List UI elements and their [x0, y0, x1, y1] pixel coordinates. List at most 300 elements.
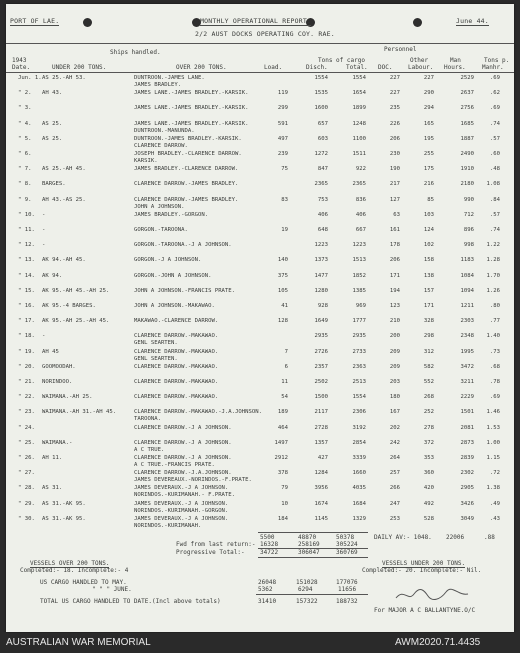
row-doc: 194: [389, 287, 400, 294]
row-disch: 427: [317, 455, 328, 461]
row-load: 497: [277, 135, 288, 142]
row-man-hours: 1887: [460, 135, 474, 142]
row-other-labour: 492: [423, 500, 434, 507]
punch-hole: [413, 18, 422, 27]
us-total-label: TOTAL US CARGO HANDLED TO DATE.(Incl above totals): [40, 598, 221, 605]
row-other-labour: 165: [423, 120, 434, 127]
row-disch: 1554: [314, 75, 328, 81]
row-man-hours: 2302: [460, 470, 474, 477]
row-under-200: WAIMANA.-AH 31.-AH 45.: [42, 409, 117, 416]
row-date: " 6.: [18, 151, 32, 157]
row-over-200: CLARENCE DARROW.-JAMES BRADLEY.: [134, 196, 239, 203]
row-man-hours: 2529: [460, 75, 474, 81]
row-date: " 18.: [18, 333, 35, 340]
row-under-200: AK 95.-4 BARGES.: [42, 303, 96, 309]
row-load: 54: [281, 394, 288, 401]
row-over-200-cont: TAROONA.: [134, 416, 161, 423]
row-other-labour: 360: [423, 470, 434, 477]
row-man-hours: 2756: [460, 105, 474, 112]
row-other-labour: 278: [423, 424, 434, 431]
row-total: 1684: [352, 500, 366, 507]
row-man-hours: 2905: [460, 485, 474, 492]
row-date: " 2.: [18, 90, 32, 97]
row-total: 3192: [352, 424, 366, 431]
row-over-200: CLARENCE DARROW.-MAKAWAO.: [134, 363, 219, 370]
row-over-200-cont: NORINDOS.-KURIMANAH.- F.PRATE.: [134, 492, 236, 499]
row-man-hours: 1501: [460, 409, 474, 416]
row-other-labour: 102: [423, 242, 434, 249]
header-rule: [6, 72, 514, 73]
row-other-labour: 255: [423, 151, 434, 157]
row-over-200: JAMES DEVERAUX.-J A JOHNSON.: [134, 500, 229, 507]
footer-reference: AWM2020.71.4435: [395, 637, 481, 648]
us-june-load: 5362: [258, 586, 273, 593]
row-under-200: -: [42, 211, 46, 218]
row-man-hours: 1084: [460, 272, 474, 279]
row-tons-per-manhr: .80: [489, 303, 500, 309]
row-man-hours: 3426: [460, 500, 474, 507]
row-load: 375: [277, 272, 288, 279]
row-tons-per-manhr: .57: [489, 135, 500, 142]
document-page: [6, 4, 514, 632]
row-total: 2306: [352, 409, 366, 416]
fwd-disch: 258169: [298, 541, 320, 548]
us-june-disch: 6294: [298, 586, 313, 593]
row-total: 2935: [352, 333, 366, 340]
us-total-disch: 157322: [296, 598, 318, 605]
row-total: 667: [355, 227, 366, 233]
col-tons-p: Tons p.: [484, 57, 510, 64]
vessels-under-stats: Completed:- 20. Incomplete:- Nil.: [362, 567, 482, 574]
row-load: 6: [284, 363, 288, 370]
row-tons-per-manhr: 1.26: [486, 287, 500, 294]
total-man-hours: 22006: [446, 534, 465, 541]
row-over-200: CLARENCE DARROW.-MAKAWAO.: [134, 394, 219, 401]
row-date: " 20.: [18, 363, 35, 370]
row-over-200: JAMES LANE.-JAMES BRADLEY.-KARSIK.: [134, 120, 249, 127]
row-date: " 30.: [18, 515, 35, 522]
row-disch: 3956: [314, 485, 328, 492]
row-man-hours: 1685: [460, 120, 474, 127]
row-load: 10: [281, 500, 288, 507]
row-over-200: CLARENCE DARROW.-J A JOHNSON.: [134, 439, 232, 446]
row-total: 1899: [352, 105, 366, 112]
row-other-labour: 216: [423, 181, 434, 188]
row-total: 1554: [352, 75, 366, 81]
row-other-labour: 552: [423, 379, 434, 385]
row-disch: 2365: [314, 181, 328, 188]
row-other-labour: 353: [423, 455, 434, 461]
row-tons-per-manhr: .69: [489, 394, 500, 401]
row-load: 41: [281, 303, 288, 309]
row-man-hours: 1183: [460, 257, 474, 264]
row-man-hours: 1094: [460, 287, 474, 294]
row-date: " 10.: [18, 211, 35, 218]
row-over-200-cont: GENL SEARTEN.: [134, 340, 178, 347]
row-doc: 171: [389, 272, 400, 279]
row-man-hours: 2348: [460, 333, 474, 340]
row-over-200-cont: GENL SEARTEN.: [134, 355, 178, 362]
row-tons-per-manhr: 1.53: [486, 424, 500, 431]
row-date: " 24.: [18, 424, 35, 431]
row-date: " 27.: [18, 470, 35, 477]
row-over-200: GORGON.-J A JOHNSON.: [134, 257, 202, 264]
row-disch: 1223: [314, 242, 328, 249]
row-under-200: NORINDOO.: [42, 379, 73, 385]
row-under-200: AH 45: [42, 348, 59, 355]
row-load: 239: [277, 151, 288, 157]
row-doc: 247: [389, 500, 400, 507]
summary-rule: [256, 594, 368, 595]
row-over-200: CLARENCE DARROW.-MAKAWAO.: [134, 333, 219, 340]
row-disch: 1649: [314, 318, 328, 325]
row-disch: 1500: [314, 394, 328, 401]
row-total: 1852: [352, 272, 366, 279]
row-doc: 123: [389, 303, 400, 309]
row-disch: 2728: [314, 424, 328, 431]
row-total: 1513: [352, 257, 366, 264]
row-other-labour: 290: [423, 90, 434, 97]
us-total-load: 31410: [258, 598, 277, 605]
row-man-hours: 990: [463, 196, 474, 203]
row-tons-per-manhr: 1.28: [486, 257, 500, 264]
row-date: " 5.: [18, 135, 32, 142]
row-under-200: AK 94.: [42, 272, 63, 279]
row-doc: 190: [389, 166, 400, 173]
row-total: 1511: [352, 151, 366, 157]
row-man-hours: 2303: [460, 318, 474, 325]
row-disch: 1145: [314, 515, 328, 522]
row-over-200: CLARENCE DARROW.-J A JOHNSON.: [134, 455, 232, 461]
row-doc: 226: [389, 120, 400, 127]
row-doc: 242: [389, 439, 400, 446]
row-disch: 2502: [314, 379, 328, 385]
row-over-200: CLARENCE DARROW.-JAMES BRADLEY.: [134, 181, 239, 188]
vessels-over-title: VESSELS OVER 200 TONS.: [30, 560, 110, 567]
row-doc: 266: [389, 485, 400, 492]
row-over-200-cont: JOHN A JOHNSON.: [134, 203, 185, 210]
row-total: 2513: [352, 379, 366, 385]
row-date: " 13.: [18, 257, 35, 264]
row-over-200: JOHN A JOHNSON.-MAKAWAO.: [134, 303, 215, 309]
row-doc: 206: [389, 135, 400, 142]
report-month: June 44.: [456, 17, 489, 25]
row-under-200: AH 43.-AS 25.: [42, 196, 86, 203]
row-date: " 7.: [18, 166, 32, 173]
row-doc: 227: [389, 75, 400, 81]
row-tons-per-manhr: .62: [489, 90, 500, 97]
row-over-200-cont: JAMES BRADLEY.: [134, 82, 182, 88]
row-tons-per-manhr: .43: [489, 515, 500, 522]
row-under-200: AH 11.: [42, 455, 63, 461]
row-other-labour: 158: [423, 257, 434, 264]
row-tons-per-manhr: 1.08: [486, 181, 500, 188]
row-date: " 26.: [18, 455, 35, 461]
row-tons-per-manhr: 1.15: [486, 455, 500, 461]
progressive-total: 360769: [336, 549, 358, 556]
row-doc: 180: [389, 394, 400, 401]
col-date: Date.: [12, 64, 31, 71]
row-over-200: CLARENCE DARROW.-MAKAWAO.-J.A.JOHNSON.: [134, 409, 262, 416]
row-doc: 257: [389, 470, 400, 477]
row-over-200: JOHN A JOHNSON.-FRANCIS PRATE.: [134, 287, 236, 294]
row-over-200: JAMES LANE.-JAMES BRADLEY.-KARSIK.: [134, 105, 249, 112]
row-disch: 928: [317, 303, 328, 309]
col-disch: Disch.: [306, 64, 328, 71]
row-under-200: WAIMANA.-: [42, 439, 73, 446]
row-man-hours: 2081: [460, 424, 474, 431]
row-under-200: AH 43.: [42, 90, 63, 97]
row-over-200-cont: JAMES DEVEREAUX.-NORINDOS.-F.PRATE.: [134, 477, 252, 484]
row-load: 299: [277, 105, 288, 112]
row-tons-per-manhr: .74: [489, 120, 500, 127]
row-over-200: JOSEPH BRADLEY.-CLARENCE DARROW.: [134, 151, 242, 157]
row-disch: 1357: [314, 439, 328, 446]
col-tons-cargo: Tons of cargo: [318, 57, 365, 64]
row-other-labour: 175: [423, 166, 434, 173]
row-over-200: CLARENCE DARROW.-J.A.JOHNSON.: [134, 470, 232, 477]
row-doc: 227: [389, 90, 400, 97]
col-manhr: Manhr.: [482, 64, 504, 71]
row-load: 105: [277, 287, 288, 294]
row-under-200: AS 31.-AK 95.: [42, 515, 86, 522]
row-under-200: AS 25.: [42, 135, 63, 142]
row-over-200: JAMES BRADLEY.-GORGON.: [134, 211, 209, 218]
row-under-200: AS 31.: [42, 485, 63, 492]
row-total: 1660: [352, 470, 366, 477]
row-disch: 603: [317, 135, 328, 142]
row-disch: 1272: [314, 151, 328, 157]
row-total: 2733: [352, 348, 366, 355]
row-under-200: AK 95.-AH 45.-AH 25.: [42, 287, 110, 294]
row-total: 406: [355, 211, 366, 218]
row-man-hours: 1910: [460, 166, 474, 173]
us-may-total: 177076: [336, 579, 358, 586]
row-date: Jun. 1.: [18, 75, 42, 81]
row-tons-per-manhr: 1.00: [486, 439, 500, 446]
row-over-200: CLARENCE DARROW.-J A JOHNSON.: [134, 424, 232, 431]
us-cargo-may-label: US CARGO HANDLED TO MAY.: [40, 579, 127, 586]
row-total: 3339: [352, 455, 366, 461]
row-tons-per-manhr: .84: [489, 196, 500, 203]
row-date: " 3.: [18, 105, 32, 112]
total-tons-per-manhr: .88: [484, 534, 495, 541]
row-man-hours: 3049: [460, 515, 474, 522]
row-doc: 209: [389, 363, 400, 370]
row-under-200: -: [42, 227, 46, 233]
row-doc: 264: [389, 455, 400, 461]
row-other-labour: 528: [423, 515, 434, 522]
row-total: 4035: [352, 485, 366, 492]
row-total: 1329: [352, 515, 366, 522]
fwd-total: 305224: [336, 541, 358, 548]
row-total: 1554: [352, 394, 366, 401]
row-over-200: GORGON.-JOHN A JOHNSON.: [134, 272, 212, 279]
row-under-200: AK 94.-AH 45.: [42, 257, 86, 264]
vessels-under-title: VESSELS UNDER 200 TONS.: [382, 560, 466, 567]
vessels-over-stats: Completed:- 18. Incomplete:- 4: [20, 567, 129, 574]
row-total: 1654: [352, 90, 366, 97]
row-man-hours: 896: [463, 227, 474, 233]
row-disch: 753: [317, 196, 328, 203]
row-tons-per-manhr: .69: [489, 105, 500, 112]
row-tons-per-manhr: .78: [489, 379, 500, 385]
row-disch: 657: [317, 120, 328, 127]
row-total: 2363: [352, 363, 366, 370]
report-title: MONTHLY OPERATIONAL REPORT.: [200, 17, 312, 25]
row-over-200: CLARENCE DARROW.-MAKAWAO.: [134, 348, 219, 355]
row-under-200: AK 95.-AH 25.-AH 45.: [42, 318, 110, 325]
row-over-200: JAMES BRADLEY.-CLARENCE DARROW.: [134, 166, 239, 173]
row-other-labour: 195: [423, 135, 434, 142]
row-doc: 217: [389, 181, 400, 188]
progressive-disch: 306047: [298, 549, 320, 556]
row-man-hours: 2839: [460, 455, 474, 461]
fwd-load: 16328: [260, 541, 279, 548]
row-man-hours: 2180: [460, 181, 474, 188]
col-load: Load.: [264, 64, 283, 71]
row-tons-per-manhr: 1.40: [486, 333, 500, 340]
row-date: " 15.: [18, 287, 35, 294]
progressive-load: 34722: [260, 549, 279, 556]
col-over-200: OVER 200 TONS.: [176, 64, 227, 71]
row-tons-per-manhr: 1.38: [486, 485, 500, 492]
footer-institution: AUSTRALIAN WAR MEMORIAL: [6, 637, 151, 648]
row-doc: 230: [389, 151, 400, 157]
row-disch: 1674: [314, 500, 328, 507]
row-over-200-cont: NORINDOS.-KURIMANAH.-GORGON.: [134, 507, 229, 514]
row-disch: 1280: [314, 287, 328, 294]
row-over-200: JAMES DEVERAUX.-J A JOHNSON.: [134, 515, 229, 522]
row-man-hours: 998: [463, 242, 474, 249]
row-over-200: DUNTROON.-JAMES BRADLEY.-KARSIK.: [134, 135, 242, 142]
row-disch: 2357: [314, 363, 328, 370]
row-man-hours: 712: [463, 211, 474, 218]
row-man-hours: 2873: [460, 439, 474, 446]
row-other-labour: 252: [423, 409, 434, 416]
row-over-200-cont: CLARENCE DARROW.: [134, 142, 188, 149]
row-other-labour: 171: [423, 303, 434, 309]
row-tons-per-manhr: .69: [489, 75, 500, 81]
col-man: Man: [450, 57, 461, 64]
row-other-labour: 124: [423, 227, 434, 233]
row-over-200-cont: NORINDOS.-KURIMANAH.: [134, 522, 202, 529]
row-date: " 8.: [18, 181, 32, 188]
row-other-labour: 372: [423, 439, 434, 446]
row-over-200: GORGON.-TAROONA.: [134, 227, 188, 233]
row-date: " 25.: [18, 439, 35, 446]
row-doc: 200: [389, 333, 400, 340]
row-total: 1100: [352, 135, 366, 142]
daily-average: DAILY AV:- 1048.: [374, 534, 432, 541]
row-other-labour: 420: [423, 485, 434, 492]
row-doc: 167: [389, 409, 400, 416]
us-total-total: 188732: [336, 598, 358, 605]
col-ships-handled: Ships handled.: [110, 49, 161, 56]
row-other-labour: 294: [423, 105, 434, 112]
row-disch: 406: [317, 211, 328, 218]
col-personnel: Personnel: [384, 46, 417, 53]
row-under-200: AS 25.-AH 45.: [42, 166, 86, 173]
row-over-200: CLARENCE DARROW.-MAKAWAO.: [134, 379, 219, 385]
row-doc: 178: [389, 242, 400, 249]
row-date: " 9.: [18, 196, 32, 203]
fwd-label: Fwd from last return:-: [176, 541, 256, 548]
row-tons-per-manhr: .68: [489, 363, 500, 370]
row-tons-per-manhr: .77: [489, 318, 500, 325]
row-other-labour: 138: [423, 272, 434, 279]
row-doc: 63: [393, 211, 400, 218]
header-rule: [6, 43, 514, 44]
row-load: 83: [281, 196, 288, 203]
row-doc: 127: [389, 196, 400, 203]
progressive-label: Progressive Total:-: [176, 549, 245, 556]
row-load: 1497: [274, 439, 288, 446]
row-load: 128: [277, 318, 288, 325]
row-load: 378: [277, 470, 288, 477]
row-disch: 2117: [314, 409, 328, 416]
row-other-labour: 268: [423, 394, 434, 401]
us-june-total: 11656: [338, 586, 357, 593]
row-under-200: BARGES.: [42, 181, 66, 188]
row-load: 75: [281, 166, 288, 173]
row-other-labour: 582: [423, 363, 434, 370]
row-total: 1223: [352, 242, 366, 249]
us-may-load: 26048: [258, 579, 277, 586]
row-tons-per-manhr: .57: [489, 211, 500, 218]
row-doc: 209: [389, 348, 400, 355]
row-under-200: -: [42, 242, 46, 249]
row-other-labour: 85: [427, 196, 434, 203]
row-date: " 28.: [18, 485, 35, 492]
row-tons-per-manhr: .49: [489, 500, 500, 507]
row-other-labour: 312: [423, 348, 434, 355]
row-load: 119: [277, 90, 288, 97]
handwritten-signature: [394, 586, 474, 604]
row-doc: 210: [389, 318, 400, 325]
col-doc: DOC.: [378, 64, 393, 71]
us-cargo-june-label: " " " JUNE.: [92, 586, 132, 593]
row-load: 2912: [274, 455, 288, 461]
port-name: PORT OF LAE.: [10, 17, 60, 25]
row-disch: 1535: [314, 90, 328, 97]
archive-footer: [0, 633, 520, 653]
row-tons-per-manhr: .60: [489, 151, 500, 157]
row-over-200: JAMES DEVERAUX.-J A JOHNSON.: [134, 485, 229, 492]
row-doc: 235: [389, 105, 400, 112]
row-under-200: AS 25.-AH 53.: [42, 75, 86, 81]
row-tons-per-manhr: .72: [489, 470, 500, 477]
row-date: " 16.: [18, 303, 35, 309]
totals-rule: [258, 557, 368, 558]
row-date: " 29.: [18, 500, 35, 507]
total-disch: 48870: [298, 534, 317, 541]
col-hours: Hours.: [444, 64, 466, 71]
row-other-labour: 157: [423, 287, 434, 294]
row-man-hours: 1211: [460, 303, 474, 309]
row-over-200: JAMES LANE.-JAMES BRADLEY.-KARSIK.: [134, 90, 249, 97]
row-man-hours: 2229: [460, 394, 474, 401]
punch-hole: [83, 18, 92, 27]
row-load: 140: [277, 257, 288, 264]
row-man-hours: 2637: [460, 90, 474, 97]
row-date: " 4.: [18, 120, 32, 127]
row-tons-per-manhr: .48: [489, 166, 500, 173]
row-under-200: WAIMANA.-AH 25.: [42, 394, 93, 401]
col-total: Total.: [346, 64, 368, 71]
row-tons-per-manhr: 1.22: [486, 242, 500, 249]
row-over-200-cont: KARSIK.: [134, 158, 158, 164]
